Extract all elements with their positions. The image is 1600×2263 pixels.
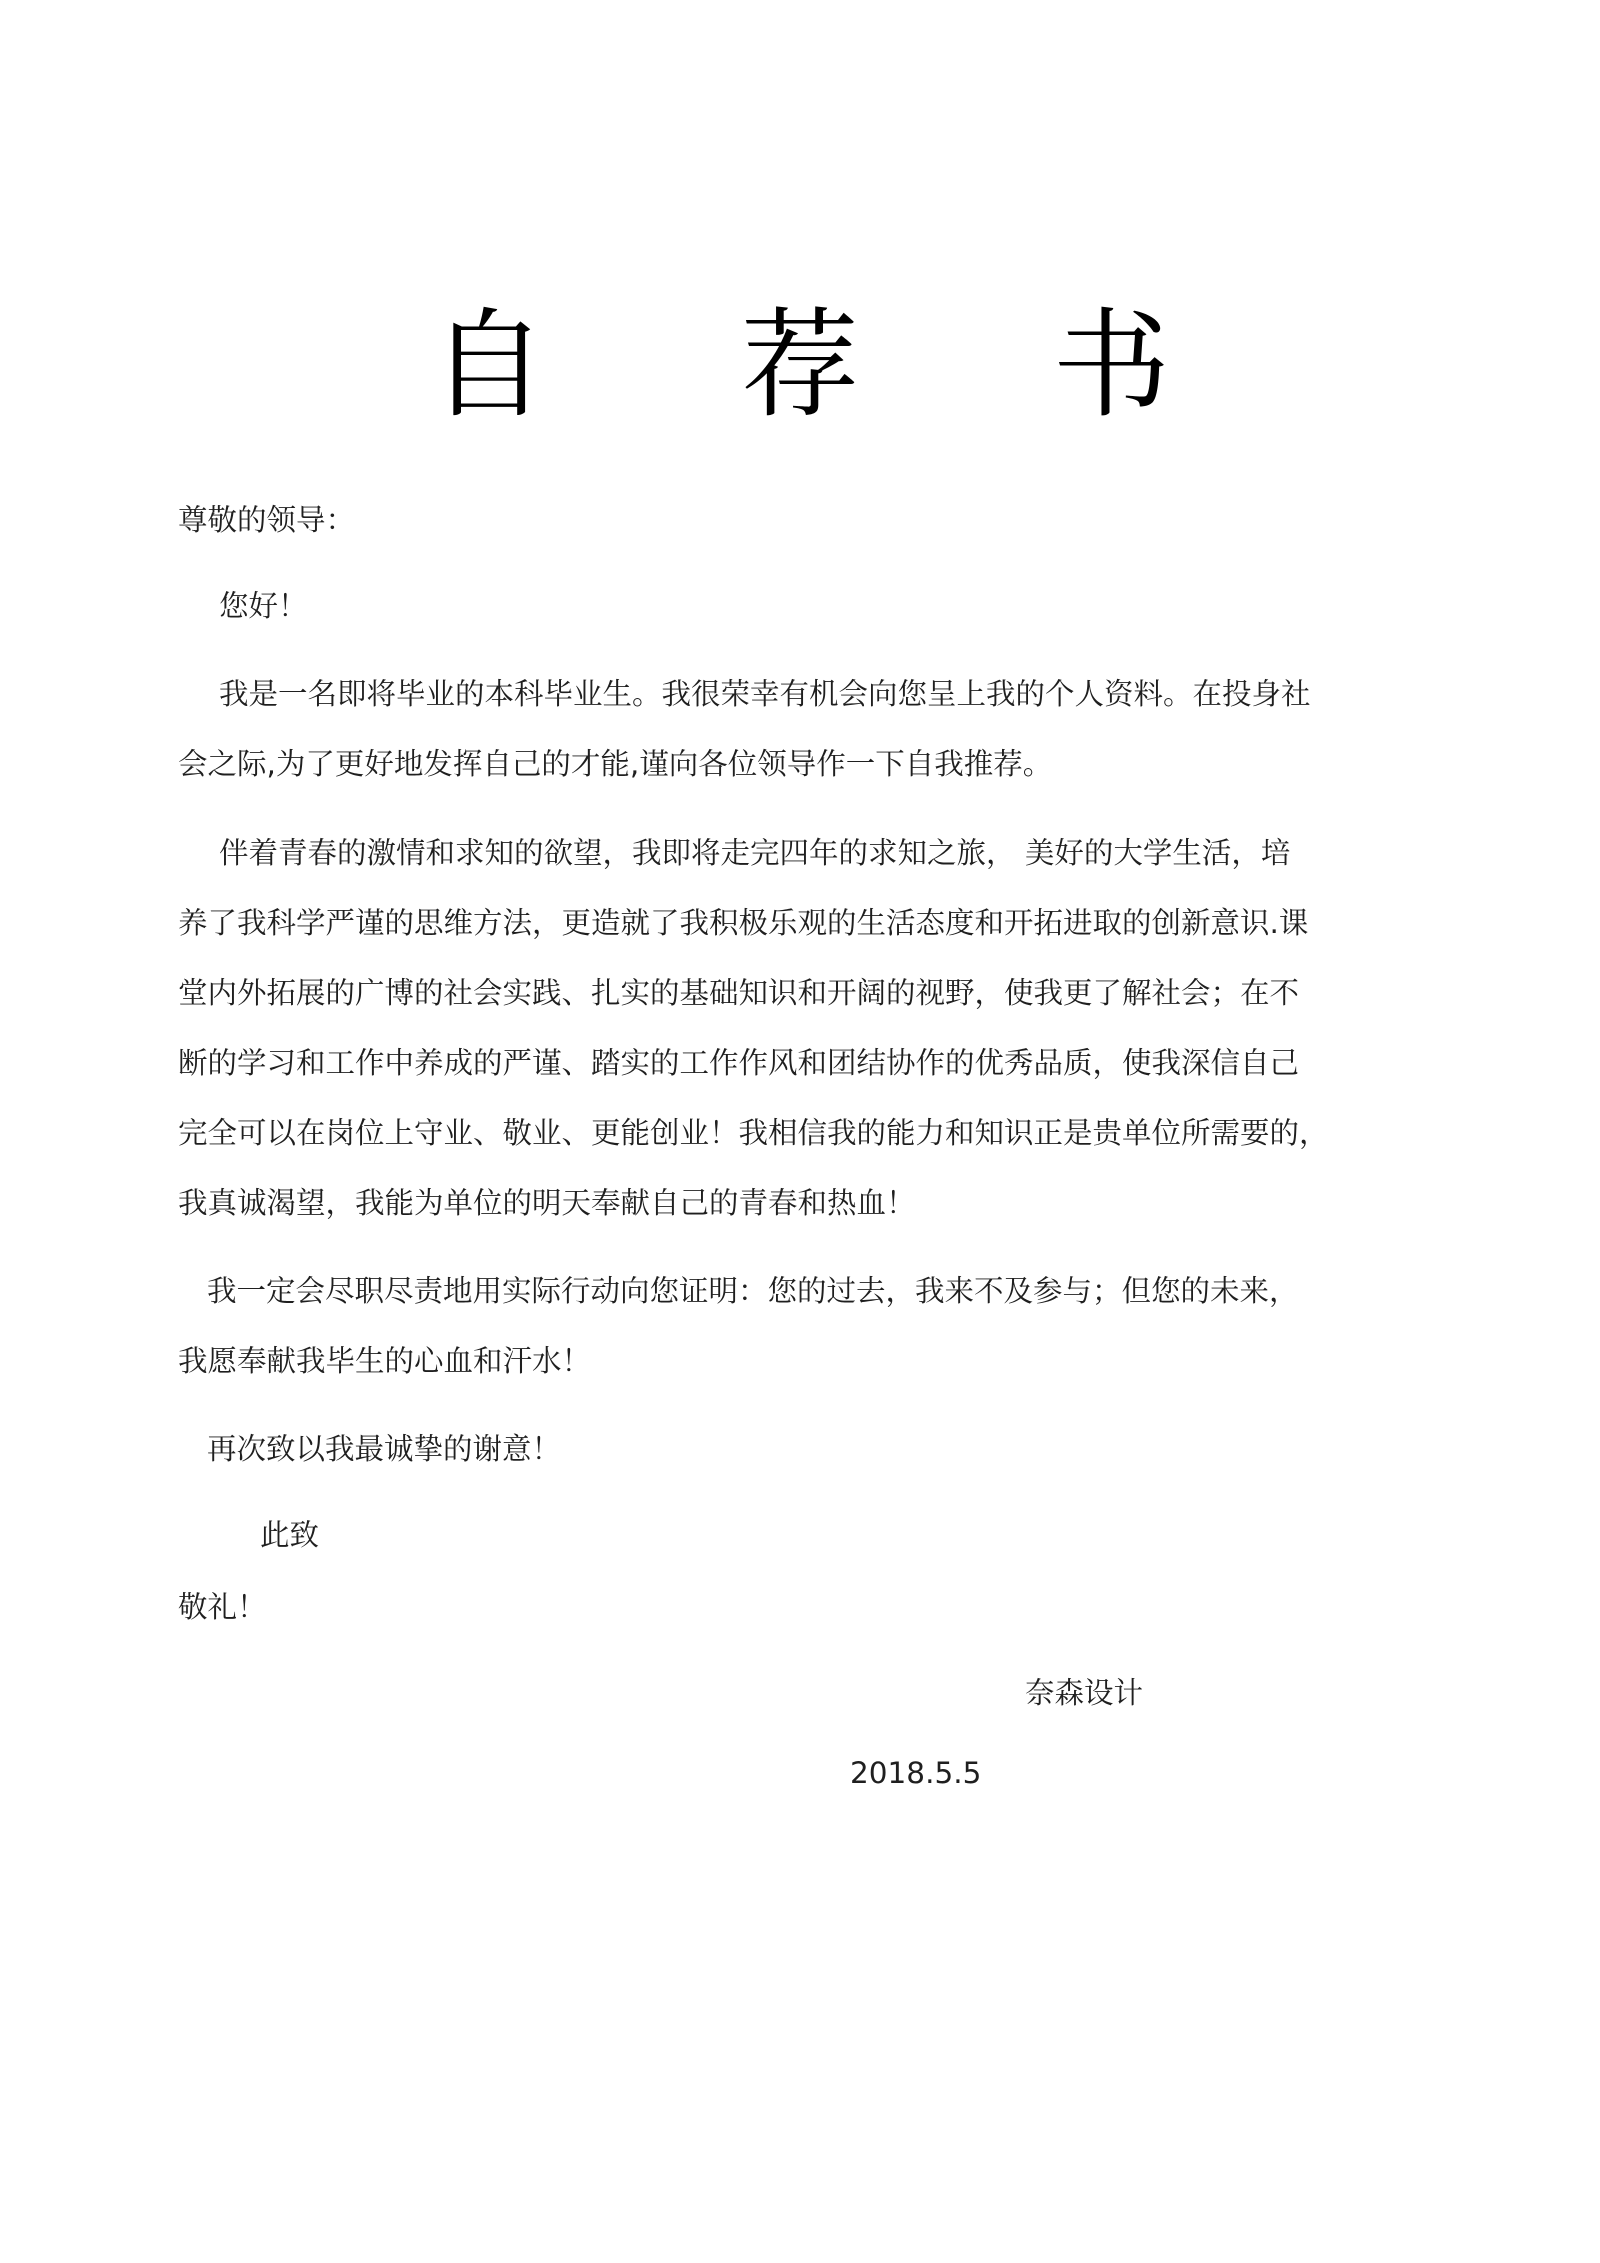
paragraph-2 [178, 818, 1428, 1238]
document-title: 自 荐 书 [429, 296, 1249, 434]
paragraph-3-line: 我一定会尽职尽责地用实际行动向您证明：您的过去，我来不及参与；但您的未来， [207, 1274, 1299, 1308]
paragraph-2-line: 伴着青春的激情和求知的欲望，我即将走完四年的求知之旅， 美好的大学生活，培 [219, 836, 1291, 870]
paragraph-1-line: 我是一名即将毕业的本科毕业生。我很荣幸有机会向您呈上我的个人资料。在投身社 [219, 677, 1311, 711]
paragraph-2-line: 完全可以在岗位上守业、敬业、更能创业！我相信我的能力和知识正是贵单位所需要的， [178, 1116, 1329, 1150]
paragraph-2-line: 堂内外拓展的广博的社会实践、扎实的基础知识和开阔的视野，使我更了解社会；在不 [178, 976, 1300, 1010]
paragraph-2-line: 断的学习和工作中养成的严谨、踏实的工作作风和团结协作的优秀品质，使我深信自己 [178, 1046, 1300, 1080]
closing-jing-li: 敬礼！ [178, 1590, 267, 1624]
paragraph-1-line: 会之际,为了更好地发挥自己的才能,谨向各位领导作一下自我推荐。 [178, 747, 1053, 781]
paragraph-3 [178, 1256, 1428, 1396]
signature: 奈森设计 [1025, 1676, 1144, 1710]
greeting: 您好！ [219, 589, 308, 623]
paragraph-2-line: 我真诚渴望，我能为单位的明天奉献自己的青春和热血！ [178, 1186, 916, 1220]
paragraph-3-line: 我愿奉献我毕生的心血和汗水！ [178, 1344, 592, 1378]
paragraph-1 [178, 659, 1428, 799]
closing-ci-zhi: 此致 [260, 1518, 320, 1552]
paragraph-2-line: 养了我科学严谨的思维方法，更造就了我积极乐观的生活态度和开拓进取的创新意识.课 [178, 906, 1309, 940]
thanks-line: 再次致以我最诚挚的谢意！ [207, 1432, 562, 1466]
salutation: 尊敬的领导： [178, 503, 356, 537]
date: 2018.5.5 [850, 1756, 982, 1790]
